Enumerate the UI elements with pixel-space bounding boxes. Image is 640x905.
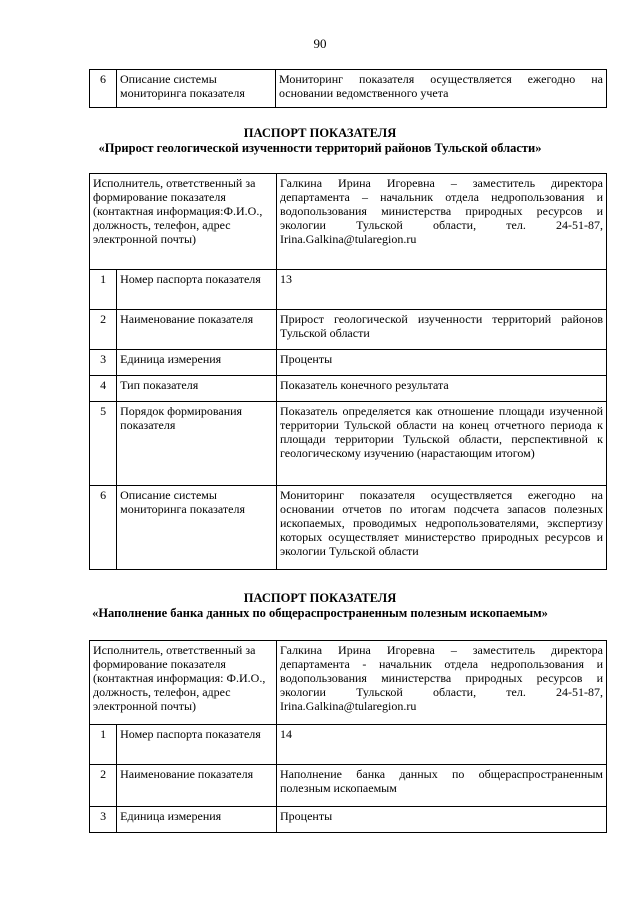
row-label: Описание системы мониторинга показателя <box>117 70 276 108</box>
row-label: Тип показателя <box>117 376 277 402</box>
row-value: Мониторинг показателя осуществляется ежегодно на основании ведомственного учета <box>276 70 607 108</box>
row-number: 2 <box>90 310 117 350</box>
row-number: 2 <box>90 765 117 807</box>
passport1-subtitle: «Прирост геологической изученности территорий районов Тульской области» <box>98 141 542 155</box>
row-value: Наполнение банка данных по общераспространенным полезным ископаемым <box>277 765 607 807</box>
row-value: Прирост геологической изученности территорий районов Тульской области <box>277 310 607 350</box>
executor-label: Исполнитель, ответственный за формирование показателя (контактная информация:Ф.И.О., должность, телефон, адрес электронной почты) <box>90 174 277 270</box>
row-value: Мониторинг показателя осуществляется ежегодно на основании отчетов по итогам подсчета запасов полезных ископаемых, проводимых недропользователями, экспертизу которых осуществляет министерство природных ресурсов и экологии Тульской области <box>277 486 607 570</box>
passport2-table <box>89 640 607 833</box>
row-label: Наименование показателя <box>117 310 277 350</box>
row-label: Порядок формирования показателя <box>117 402 277 486</box>
table-row <box>90 765 607 807</box>
executor-value: Галкина Ирина Игоревна – заместитель директора департамента – начальник отдела недропользования и водопользования министерства природных ресурсов и экологии Тульской области, тел. 24-51-87, Irina.Galkina@tularegion.ru <box>277 174 607 270</box>
row-label: Описание системы мониторинга показателя <box>117 486 277 570</box>
executor-value: Галкина Ирина Игоревна – заместитель директора департамента - начальник отдела недропользования и водопользования министерства природных ресурсов и экологии Тульской области, тел. 24-51-87, Irina.Galkina@tularegion.ru <box>277 641 607 725</box>
passport1-table <box>89 173 607 570</box>
row-label: Номер паспорта показателя <box>117 270 277 310</box>
table-row <box>90 70 607 108</box>
table-row <box>90 376 607 402</box>
row-value: 13 <box>277 270 607 310</box>
row-value: Показатель конечного результата <box>277 376 607 402</box>
table-row <box>90 402 607 486</box>
row-label: Единица измерения <box>117 807 277 833</box>
row-label: Наименование показателя <box>117 765 277 807</box>
row-value: Проценты <box>277 350 607 376</box>
row-number: 5 <box>90 402 117 486</box>
executor-row <box>90 174 607 270</box>
table-row <box>90 807 607 833</box>
table-row <box>90 486 607 570</box>
passport1-heading: ПАСПОРТ ПОКАЗАТЕЛЯ <box>243 126 397 140</box>
row-value: Проценты <box>277 807 607 833</box>
page-number: 90 <box>313 36 327 51</box>
table-row <box>90 310 607 350</box>
row-number: 6 <box>90 70 117 108</box>
executor-label: Исполнитель, ответственный за формирование показателя (контактная информация: Ф.И.О., должность, телефон, адрес электронной почты) <box>90 641 277 725</box>
passport2-subtitle: «Наполнение банка данных по общераспространенным полезным ископаемым» <box>92 606 548 620</box>
row-value: 14 <box>277 725 607 765</box>
row-label: Номер паспорта показателя <box>117 725 277 765</box>
row-number: 6 <box>90 486 117 570</box>
top-table <box>89 69 607 108</box>
passport2-heading: ПАСПОРТ ПОКАЗАТЕЛЯ <box>243 591 397 605</box>
row-number: 1 <box>90 725 117 765</box>
table-row <box>90 270 607 310</box>
table-row <box>90 725 607 765</box>
row-number: 3 <box>90 350 117 376</box>
row-value: Показатель определяется как отношение площади изученной территории Тульской области на конец отчетного периода к площади территории Тульской области, перспективной к геологическому изучению (нарастающим итогом) <box>277 402 607 486</box>
table-row <box>90 350 607 376</box>
row-label: Единица измерения <box>117 350 277 376</box>
executor-row <box>90 641 607 725</box>
row-number: 4 <box>90 376 117 402</box>
row-number: 1 <box>90 270 117 310</box>
row-number: 3 <box>90 807 117 833</box>
